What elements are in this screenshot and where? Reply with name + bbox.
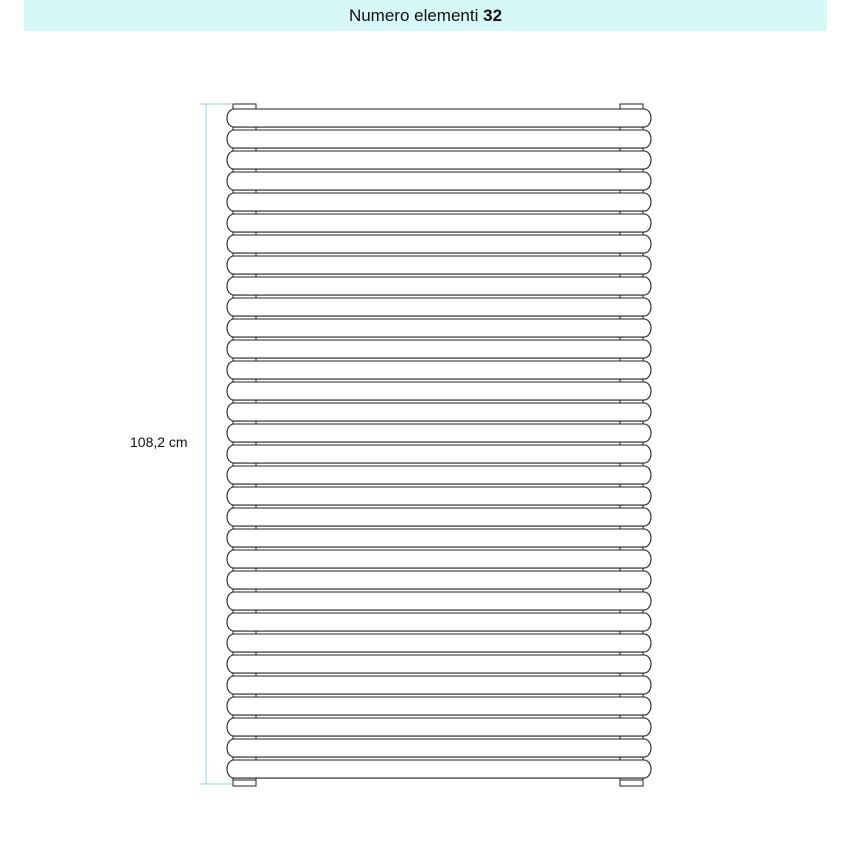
radiator-tube bbox=[227, 487, 651, 505]
radiator-tube bbox=[227, 424, 651, 442]
radiator-tube bbox=[227, 298, 651, 316]
radiator-tube bbox=[227, 697, 651, 715]
radiator-tube bbox=[227, 172, 651, 190]
radiator-tube bbox=[227, 760, 651, 778]
title-label: Numero elementi bbox=[348, 6, 479, 25]
radiator-tube bbox=[227, 193, 651, 211]
element-count: 32 bbox=[483, 6, 503, 25]
radiator-tube bbox=[227, 382, 651, 400]
radiator-tube bbox=[227, 277, 651, 295]
radiator-tube bbox=[227, 130, 651, 148]
radiator-tube bbox=[227, 403, 651, 421]
radiator-tube bbox=[227, 550, 651, 568]
bottom-bracket bbox=[233, 780, 256, 786]
radiator-tube bbox=[227, 445, 651, 463]
radiator-tube bbox=[227, 319, 651, 337]
radiator-tube bbox=[227, 592, 651, 610]
radiator-tube bbox=[227, 508, 651, 526]
height-dimension-label: 108,2 cm bbox=[130, 434, 188, 450]
radiator-tube bbox=[227, 571, 651, 589]
radiator-tube bbox=[227, 340, 651, 358]
radiator-tube bbox=[227, 256, 651, 274]
radiator-tube bbox=[227, 361, 651, 379]
radiator-tube bbox=[227, 151, 651, 169]
radiator-tube bbox=[227, 613, 651, 631]
radiator-tube bbox=[227, 109, 651, 127]
radiator-tube bbox=[227, 466, 651, 484]
radiator-tube bbox=[227, 634, 651, 652]
radiator-tube bbox=[227, 676, 651, 694]
radiator-tube bbox=[227, 529, 651, 547]
radiator-tubes bbox=[227, 109, 651, 778]
radiator-tube bbox=[227, 235, 651, 253]
radiator-tube bbox=[227, 739, 651, 757]
radiator-tube bbox=[227, 655, 651, 673]
radiator-tube bbox=[227, 718, 651, 736]
bottom-bracket bbox=[620, 780, 643, 786]
radiator-tube bbox=[227, 214, 651, 232]
